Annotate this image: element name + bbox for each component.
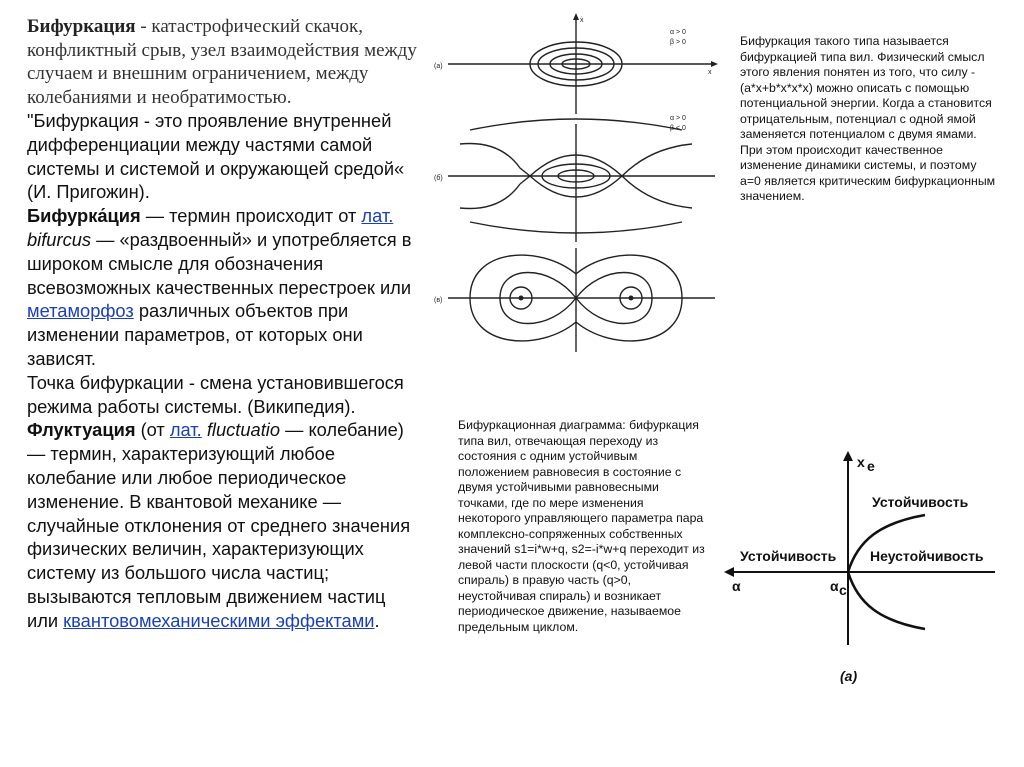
diagram-x-label: α [732, 578, 741, 594]
stable-label-left: Устойчивость [740, 548, 837, 564]
pitchfork-note: Бифуркация такого типа называется бифуркацией типа вил. Физический смысл этого явления понятен из того, что силу -(a*x+b*x*x*x) можно описать с помощью потенциальной энергии. Когда a становится отрицательным, потенциал с одной ямой заменяется потенциалом с двумя ямами. При этом происходит качественное изменение динамики системы, и поэтому a=0 является критическим бифуркационным значением. [740, 34, 996, 203]
intro-term: Бифуркация [27, 16, 136, 37]
latin-word: bifurcus [27, 228, 92, 250]
panel-a-cond-1: α > 0 [670, 29, 686, 36]
stable-label-top: Устойчивость [872, 494, 969, 510]
phase-portraits-figure [430, 12, 720, 357]
latin-word-2: fluctuatio [206, 419, 280, 441]
definition-term: Бифурка́ция [27, 205, 141, 227]
panel-c-label: (в) [434, 297, 443, 304]
bifurcation-diagram [720, 445, 1000, 695]
unstable-branch [848, 572, 925, 629]
body-text [27, 109, 417, 633]
diagram-caption: Бифуркационная диаграмма: бифуркация типа вил, отвечающая переходу из состояния с одним устойчивым положением равновесия в состояние с двумя устойчивыми равновесными точками, где по мере изменения некоторого управляющего параметра пара комплексно-сопряженных собственных значений s1=i*w+q, s2=-i*w+q переходит из левой части плоскости (q<0, устойчивая спираль) в правую часть (q>0, неустойчивая спираль) и возникает периодическое движение, называемое предельным циклом. [458, 418, 705, 634]
diagram-panel-label: (a) [840, 668, 858, 684]
fluctuation-term: Флуктуация [27, 419, 136, 441]
right-equilibrium [629, 296, 634, 301]
bifurcation-point-text: Точка бифуркации - смена установившегося режима работы системы. (Википедия). [27, 371, 404, 417]
latin-link[interactable]: лат. [361, 205, 394, 227]
intro-paragraph [27, 15, 417, 109]
bifurcation-definition: Бифурка́ция — термин происходит от лат. bifurcus — «раздвоенный» и употребляется в широком смысле для обозначения всевозможных качественных перестроек или метаморфоз различных объектов при изменении параметров, от которых они зависят. [27, 205, 412, 369]
critical-value-sub: c [839, 582, 847, 598]
main-text-column [27, 15, 417, 633]
panel-b-cond-2: β < 0 [670, 125, 686, 132]
fluctuation-definition: Флуктуация (от лат. fluctuatio — колебание) — термин, характеризующий любое колебание или любое периодическое изменение. В квантовой механике — случайные отклонения от среднего значения физических величин, характеризующих систему из большого числа частиц; вызываются тепловым движением частиц или квантовомеханическими эффектами. [27, 419, 411, 631]
diagram-y-label-sub: e [867, 458, 875, 474]
metamorphosis-link[interactable]: метаморфоз [27, 300, 134, 322]
prigogine-quote: "Бифуркация - это проявление внутренней дифференциации между частями самой системы и системой и окружающей средой« (И. Пригожин). [27, 110, 405, 203]
panel-b-label: (б) [434, 175, 443, 182]
panel-a-cond-2: β > 0 [670, 39, 686, 46]
unstable-label: Неустойчивость [870, 548, 984, 564]
panel-a-y-label: ẋ [580, 17, 584, 24]
x-arrow [711, 61, 718, 67]
quantum-effects-link[interactable]: квантовомеханическими эффектами [63, 609, 375, 631]
y-arrow [573, 13, 579, 20]
panel-a-x-label: x [708, 69, 712, 76]
intro-text: - катастрофический скачок, конфликтный срыв, узел взаимодействия между случаем и внешним ограничением, между колебаниями и необратимостью. [27, 16, 417, 108]
latin-link-2[interactable]: лат. [169, 419, 202, 441]
y-axis-arrow [843, 451, 853, 461]
x-axis-arrow [724, 567, 734, 577]
panel-a-label: (a) [434, 63, 443, 70]
left-equilibrium [519, 296, 524, 301]
critical-value-label: α [830, 578, 839, 594]
diagram-y-label: x [857, 454, 865, 470]
panel-b-cond-1: α > 0 [670, 115, 686, 122]
